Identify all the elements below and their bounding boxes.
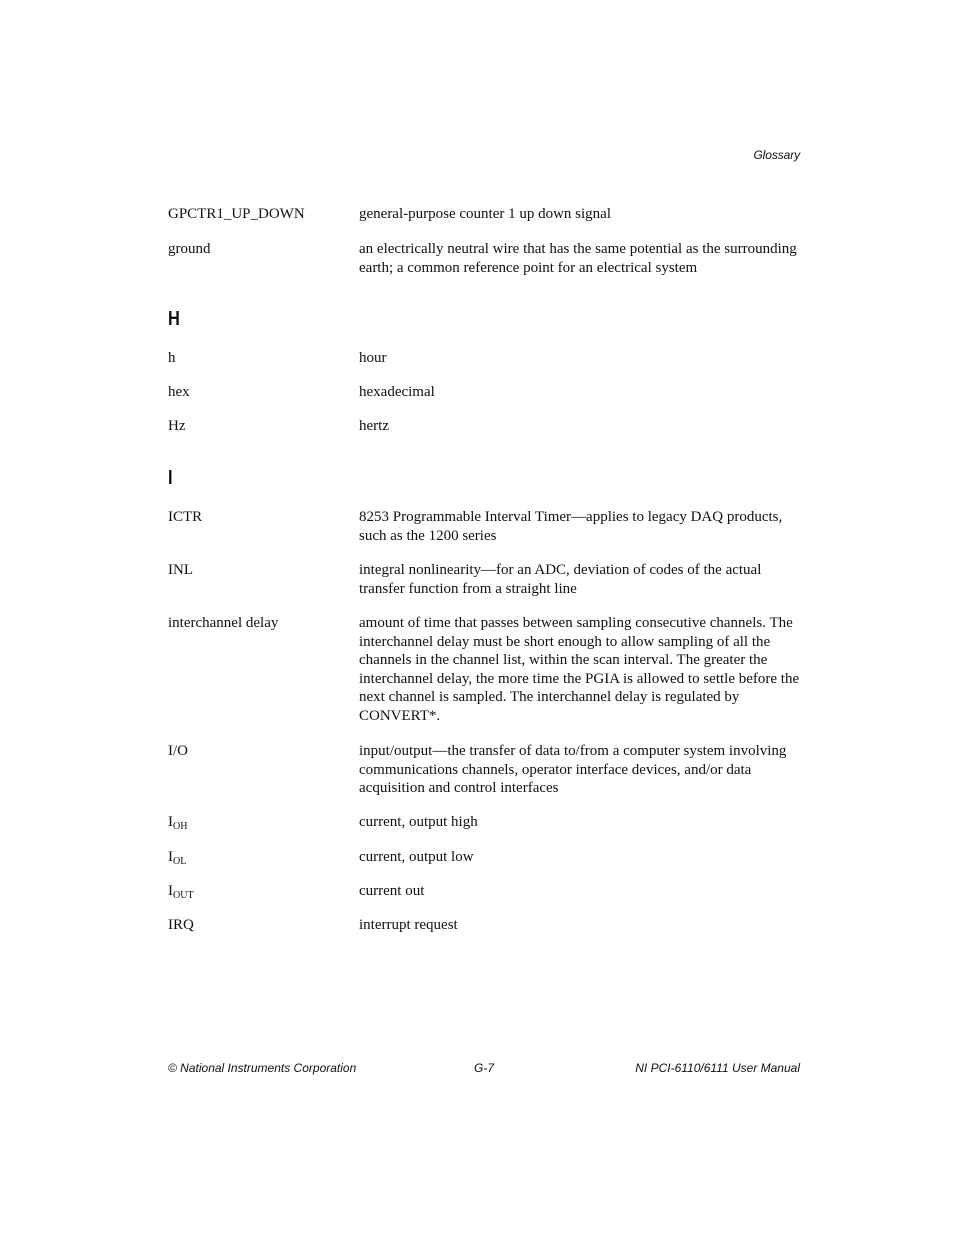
glossary-term: hex — [168, 384, 190, 400]
glossary-term: GPCTR1_UP_DOWN — [168, 206, 305, 222]
glossary-definition: integral nonlinearity—for an ADC, deviation of codes of the actual transfer function from a straight line — [359, 562, 762, 597]
glossary-definition: an electrically neutral wire that has the same potential as the surrounding earth; a common reference point for an electrical system — [359, 241, 797, 276]
glossary-definition: current out — [359, 883, 425, 899]
term-subscript: OH — [173, 821, 188, 832]
glossary-definition: current, output low — [359, 849, 474, 865]
footer-copyright: © National Instruments Corporation — [168, 1061, 357, 1075]
footer-manual-title: NI PCI-6110/6111 User Manual — [635, 1061, 800, 1075]
running-header: Glossary — [753, 148, 800, 162]
term-base: I — [168, 814, 173, 830]
section-heading-i: I — [168, 467, 173, 489]
glossary-definition: interrupt request — [359, 917, 458, 933]
glossary-definition: amount of time that passes between sampling consecutive channels. The interchannel delay must be short enough to allow sampling of all the channels in the channel list, within the scan interval. The greater the interchannel delay, the more time the PGIA is allowed to settle before the next channel is sampled. The interchannel delay is regulated by CONVERT*. — [359, 615, 800, 724]
glossary-term: I/O — [168, 743, 188, 759]
glossary-term: ground — [168, 241, 211, 257]
term-subscript: OUT — [173, 890, 194, 901]
glossary-definition: hexadecimal — [359, 384, 435, 400]
glossary-term: Hz — [168, 418, 186, 434]
glossary-definition: input/output—the transfer of data to/from a computer system involving communications channels, operator interface devices, and/or data acquisition and control interfaces — [359, 743, 787, 797]
glossary-definition: hertz — [359, 418, 389, 434]
term-base: I — [168, 849, 173, 865]
glossary-term: interchannel delay — [168, 615, 279, 631]
glossary-term: h — [168, 350, 176, 366]
footer-page-number: G-7 — [474, 1061, 495, 1075]
term-base: I — [168, 883, 173, 899]
glossary-term — [168, 882, 353, 901]
term-subscript: OL — [173, 856, 187, 867]
glossary-term: INL — [168, 562, 193, 578]
glossary-definition: 8253 Programmable Interval Timer—applies to legacy DAQ products, such as the 1200 series — [359, 509, 783, 544]
section-heading-h: H — [168, 308, 180, 330]
glossary-term — [168, 813, 353, 832]
glossary-term: IRQ — [168, 917, 194, 933]
glossary-definition: general-purpose counter 1 up down signal — [359, 206, 612, 222]
glossary-term: ICTR — [168, 509, 203, 525]
glossary-term — [168, 848, 353, 867]
glossary-definition: current, output high — [359, 814, 478, 830]
glossary-definition: hour — [359, 350, 387, 366]
